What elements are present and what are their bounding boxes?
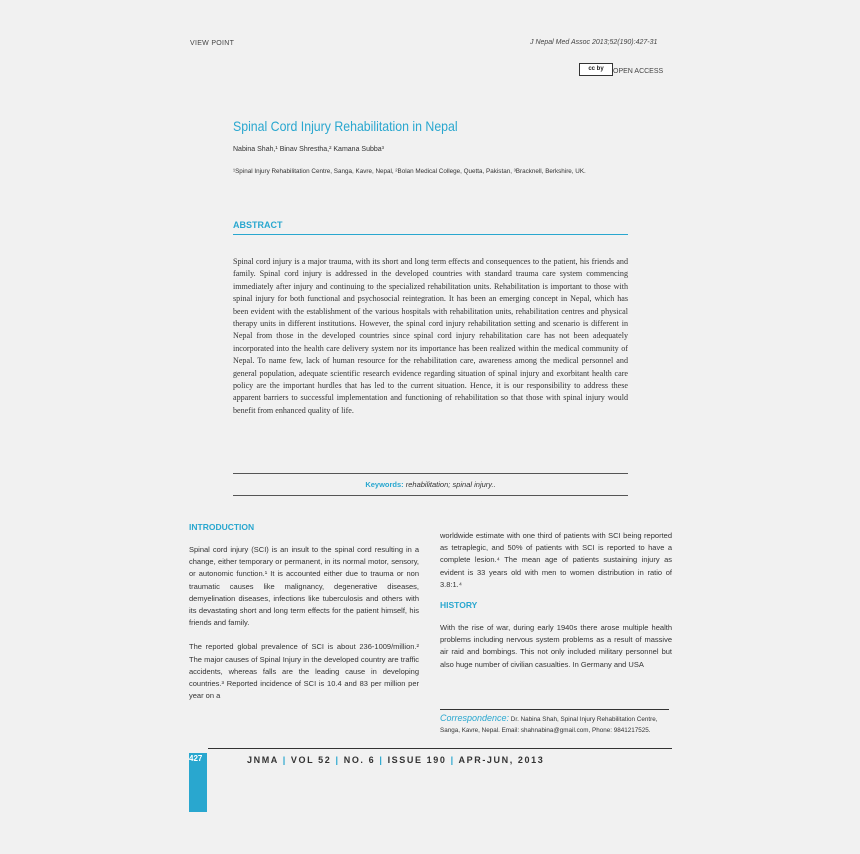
authors: Nabina Shah,¹ Binav Shrestha,² Kamana Subba³ <box>233 146 384 153</box>
journal-footer <box>247 755 544 765</box>
introduction-paragraph-2: The reported global prevalence of SCI is about 236-1009/million.² The major causes of Spinal Injury in the developed country are traffic accidents, whereas falls are the leading cause in developing countries.³ Reported incidence of SCI is 10.4 and 83 per million per year on a <box>189 642 419 701</box>
journal-date: APR-JUN, 2013 <box>458 755 545 765</box>
journal-number: NO. 6 <box>343 755 376 765</box>
journal-name: JNMA <box>247 755 279 765</box>
affiliations: ¹Spinal Injury Rehabilitation Centre, Sanga, Kavre, Nepal, ²Bolan Medical College, Quetta, Pakistan, ³Bracknell, Berkshire, UK. <box>233 168 586 175</box>
keywords-divider-top <box>233 473 628 474</box>
keywords-value: rehabilitation; spinal injury.. <box>405 480 496 489</box>
correspondence-divider <box>440 709 669 710</box>
citation: J Nepal Med Assoc 2013;52(190):427-31 <box>530 39 658 46</box>
footer-separator: | <box>450 755 455 765</box>
introduction-paragraph-1: Spinal cord injury (SCI) is an insult to the spinal cord resulting in a change, either temporary or permanent, in its normal motor, sensory, or autonomic function.¹ It is accounted either due to trauma or non traumatic causes like malignancy, degenerative diseases, demyelination diseases, infections like tuberculosis and others with its devastating short and long term effects for the patient himself, his friends and family. <box>189 545 419 628</box>
correspondence-label: Correspondence: <box>440 713 510 723</box>
page-number: 427 <box>189 754 203 763</box>
article-title: Spinal Cord Injury Rehabilitation in Nepal <box>233 118 458 134</box>
footer-separator: | <box>282 755 287 765</box>
introduction-text <box>189 544 419 714</box>
history-heading: HISTORY <box>440 600 478 610</box>
history-paragraph-1: With the rise of war, during early 1940s there arose multiple health problems including nervous system problems as a result of massive air raid and bombings. This not only included military personnel but also huge number of civilian casualties. In Germany and USA <box>440 623 672 669</box>
correspondence <box>440 713 673 736</box>
creative-commons-icon: cc by <box>579 63 613 76</box>
footer-separator: | <box>379 755 384 765</box>
open-access-label: OPEN ACCESS <box>613 68 664 75</box>
keywords-label: Keywords: <box>365 480 404 489</box>
abstract-heading: ABSTRACT <box>233 220 283 230</box>
abstract-divider <box>233 234 628 235</box>
section-label: VIEW POINT <box>190 40 235 47</box>
footer-separator: | <box>335 755 340 765</box>
keywords-divider-bottom <box>233 495 628 496</box>
keywords <box>233 480 628 489</box>
correspondence-text: Dr. Nabina Shah, Spinal Injury Rehabilitation Centre, Sanga, Kavre, Nepal. Email: shahnabina@gmail.com, Phone: 9841217525. <box>440 716 658 734</box>
abstract-body: Spinal cord injury is a major trauma, with its short and long term effects and consequences to the patient, his friends and family. Spinal cord injury is addressed in the developed countries with standard trauma care system commencing immediately after injury and continuing to the specialized rehabilitation units. Rehabilitation is important to those with spinal injury for both functional and psychosocial reintegration. It has been an emerging concept in Nepal, which has been evident with the establishment of the various hospitals with rehabilitation units, rehabilitation centres and physical therapy units in different institutions. However, the spinal cord injury rehabilitation setting and scenario is different in Nepal from those in the developed countries since spinal cord injury rehabilitation care has not been adequately incorporated into the health care delivery system nor its importance has been realized within the medical community of Nepal. To name few, lack of human resource for the rehabilitation care, awareness among the medical personnel and general population, adequate scientific research evidence regarding situation of spinal injury and exorbitant health care policy are the important hurdles that has led to the current situation. Hence, it is our responsibility to address these apparent barriers to successful implementation and functioning of rehabilitation so that those with spinal injury would benefit from enhanced quality of life. <box>233 257 628 415</box>
footer-divider <box>208 748 672 749</box>
journal-issue: ISSUE 190 <box>387 755 447 765</box>
journal-volume: VOL 52 <box>290 755 332 765</box>
introduction-heading: INTRODUCTION <box>189 522 255 532</box>
introduction-continued: worldwide estimate with one third of patients with SCI being reported as tetraplegic, and 50% of patients with SCI is reported to have a complete lesion.⁴ The mean age of patients sustaining injury as evident is 33 years old with men to women distribution in ratio of 3.8:1.⁴ <box>440 531 672 589</box>
